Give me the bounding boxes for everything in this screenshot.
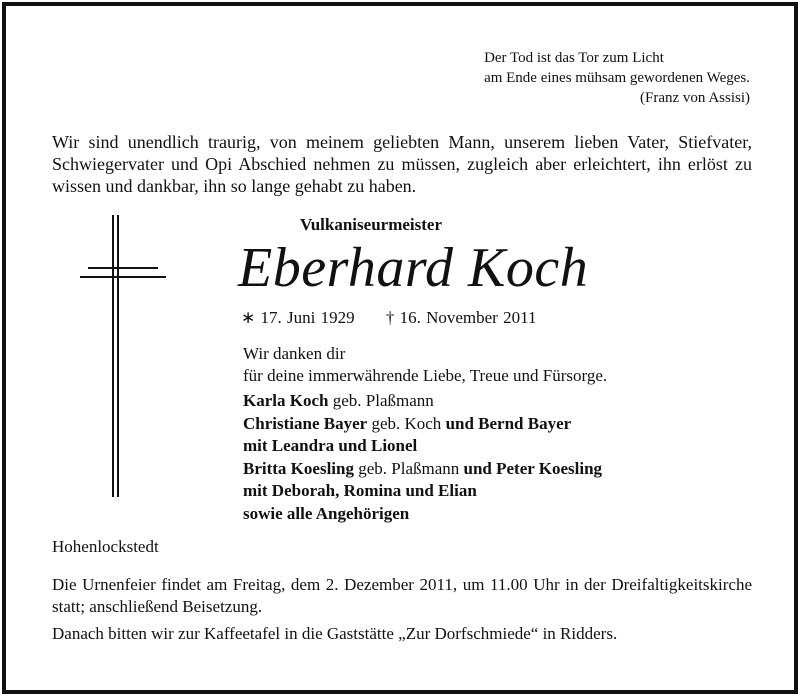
- mourner-partner: und Peter Koesling: [459, 458, 603, 478]
- mourner-name: Christiane Bayer: [243, 413, 368, 433]
- motto-line-2: am Ende eines mühsam gewordenen Weges.: [484, 70, 750, 86]
- mourner-row: [243, 413, 602, 436]
- mourner-children: mit Deborah, Romina und Elian: [243, 481, 477, 500]
- mourner-row: [243, 435, 602, 458]
- mourner-name: Karla Koch: [243, 391, 329, 410]
- intro-paragraph: Wir sind unendlich traurig, von meinem geliebten Mann, unserem lieben Vater, Stiefvater, Schwiegervater und Opi Abschied nehmen zu müssen, zugleich aber erleichtert, ihn erlöst zu wissen und dankbar, ihn so lange gehabt zu haben.: [52, 132, 752, 196]
- motto-attribution: (Franz von Assisi): [640, 90, 750, 106]
- deceased-title: Vulkaniseurmeister: [300, 215, 442, 234]
- life-dates: [241, 308, 536, 328]
- funeral-notice: Die Urnenfeier findet am Freitag, dem 2. Dezember 2011, um 11.00 Uhr in der Dreifaltigkeitskirche statt; anschließend Beisetzung.: [52, 575, 752, 616]
- thanks-line-2: für deine immerwährende Liebe, Treue und Fürsorge.: [243, 366, 608, 385]
- mourner-row: [243, 390, 602, 413]
- birth-date: ∗ 17. Juni 1929: [241, 308, 355, 327]
- cross-icon: [80, 215, 170, 497]
- mourner-nee: geb. Plaßmann: [328, 391, 434, 410]
- mourner-row: [243, 503, 602, 526]
- mourner-nee: geb. Plaßmann: [353, 458, 460, 478]
- mourner-name: Britta Koesling: [243, 458, 354, 478]
- motto-line-1: Der Tod ist das Tor zum Licht: [484, 50, 664, 66]
- mourner-children: mit Leandra und Lionel: [243, 436, 418, 455]
- place-name: Hohenlockstedt: [52, 537, 159, 556]
- mourner-row: [243, 458, 602, 481]
- thanks-text: [243, 343, 607, 387]
- mourner-partner: und Bernd Bayer: [441, 413, 572, 433]
- reception-notice: Danach bitten wir zur Kaffeetafel in die Gaststätte „Zur Dorfschmiede“ in Ridders.: [52, 624, 618, 643]
- mourner-row: [243, 480, 602, 503]
- mourner-nee: geb. Koch: [367, 413, 442, 433]
- mourner-relatives: sowie alle Angehörigen: [243, 503, 410, 523]
- mourners-list: [243, 390, 602, 525]
- death-date: † 16. November 2011: [385, 308, 537, 327]
- thanks-line-1: Wir danken dir: [243, 344, 346, 363]
- deceased-name: Eberhard Koch: [238, 237, 589, 299]
- motto-quote: [484, 48, 750, 108]
